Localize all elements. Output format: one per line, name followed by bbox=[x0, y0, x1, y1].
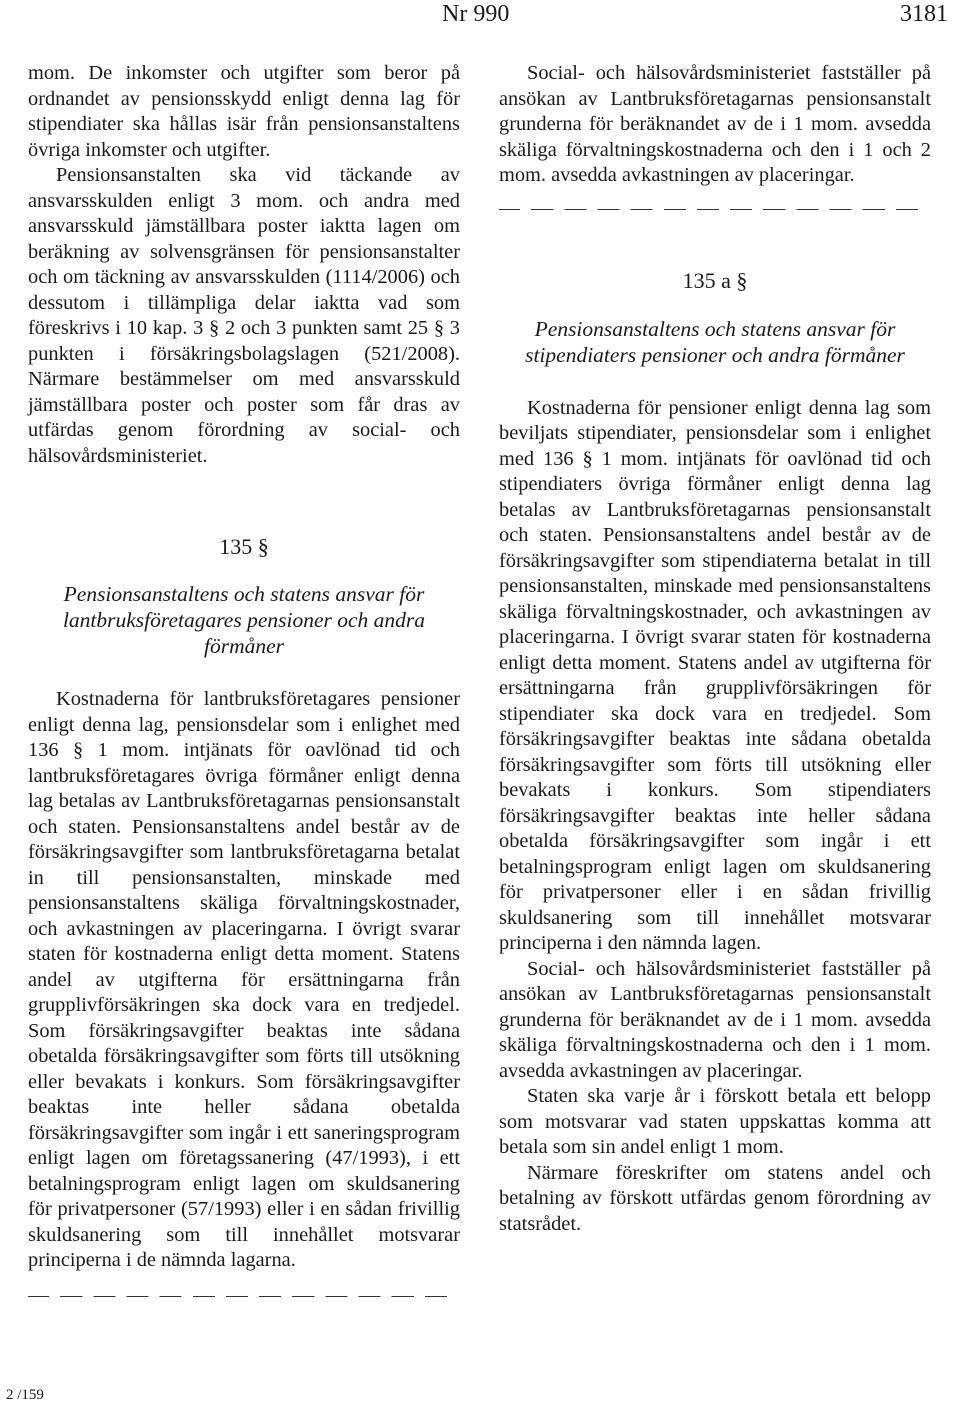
section-divider bbox=[28, 1296, 458, 1297]
page-footer-ref: 2 /159 bbox=[6, 1387, 44, 1403]
page-header bbox=[0, 0, 960, 40]
section-title: Pensionsanstaltens och statens ansvar för lantbruksföretagares pensioner och andra förmåner bbox=[62, 582, 426, 658]
paragraph: Närmare föreskrifter om statens andel och betalning av förskott utfärdas genom förordning av statsrådet. bbox=[499, 1161, 931, 1235]
paragraph: Social- och hälsovårdsministeriet fastställer på ansökan av Lantbruksföretagarnas pensionsanstalt grunderna för beräknandet av de i 1 mom. avsedda skäliga förvaltningskostnaderna och den i 1 och 2 mom. avsedda avkastningen av placeringar. bbox=[499, 62, 931, 186]
paragraph: Social- och hälsovårdsministeriet fastställer på ansökan av Lantbruksföretagarnas pensionsanstalt grunderna för beräknandet av de i 1 mom. avsedda skäliga förvaltningskostnaderna och den i 1 mom. avsedda avkastningen av placeringar. bbox=[499, 957, 931, 1082]
left-column bbox=[28, 61, 460, 1297]
section-number: 135 a § bbox=[682, 267, 748, 293]
paragraph: Staten ska varje år i förskott betala ett belopp som motsvarar vad staten uppskattas komma att betala som sin andel enligt 1 mom. bbox=[499, 1085, 931, 1158]
paragraph: Pensionsanstalten ska vid täckande av ansvarsskulden enligt 3 mom. och andra med ansvarsskuld jämställbara poster iaktta lagen om beräkning av solvensgränsen för pensionsanstalter och om täckning av ansvarsskulden (1114/2006) och dessutom i tillämpliga delar iaktta vad som föreskrivs i 10 kap. 3 § 2 och 3 punkten samt 25 § 3 punkten i försäkringsbolagslagen (521/2008). Närmare bestämmelser om med ansvarsskuld jämställbara poster och poster som får dras av utfärdas genom förordning av social- och hälsovårdsministeriet. bbox=[28, 164, 460, 467]
right-column bbox=[499, 61, 931, 1237]
document-number: Nr 990 bbox=[442, 1, 510, 27]
paragraph: mom. De inkomster och utgifter som beror på ordnandet av pensionsskydd enligt denna lag för stipendiater ska hållas isär från pensionsanstaltens övriga inkomster och utgifter. bbox=[28, 62, 460, 161]
section-number: 135 § bbox=[219, 534, 269, 559]
paragraph: Kostnaderna för pensioner enligt denna lag som beviljats stipendiater, pensionsdelar som i enlighet med 136 § 1 mom. intjänats för oavlönad tid och stipendiaters övriga förmåner enligt denna lag betalas av Lantbruksföretagarnas pensionsanstalt och staten. Pensionsanstaltens andel består av de försäkringsavgifter som stipendiaterna betalat in till pensionsanstalten, minskade med pensionsanstaltens skäliga förvaltningskostnader, och avkastningen av placeringarna. I övrigt svarar staten för kostnaderna enligt detta moment. Statens andel av utgifterna för ersättningarna från grupplivförsäkringen för stipendiater ska dock vara en tredjedel. Som försäkringsavgifter beaktas inte sådana obetalda försäkringsavgifter som förts till utsökning eller bevakats i konkurs. Som stipendiaters försäkringsavgifter beaktas inte heller sådana obetalda försäkringsavgifter som ingår i ett betalningsprogram enligt lagen om skuldsanering för privatpersoner eller i en sådan frivillig skuldsanering som till innehållet motsvarar principerna i den nämnda lagen. bbox=[499, 396, 931, 954]
section-title: Pensionsanstaltens och statens ansvar för stipendiaters pensioner och andra förmåner bbox=[525, 316, 905, 367]
page-number: 3181 bbox=[900, 1, 948, 27]
paragraph: Kostnaderna för lantbruksföretagares pensioner enligt denna lag, pensionsdelar som i enlighet med 136 § 1 mom. intjänats för oavlönad tid och lantbruksföretagares övriga förmåner enligt denna lag betalas av Lantbruksföretagarnas pensionsanstalt och staten. Pensionsanstaltens andel består av de försäkringsavgifter som lantbruksföretagarna betalat in till pensionsanstalten, minskade med pensionsanstaltens skäliga förvaltningskostnader, och avkastningen av placeringarna. I övrigt svarar staten för kostnaderna enligt detta moment. Statens andel av utgifterna för ersättningarna från grupplivförsäkringen ska dock vara en tredjedel. Som försäkringsavgifter beaktas inte sådana obetalda försäkringsavgifter som förts till utsökning eller bevakats i konkurs. Som försäkringsavgifter beaktas inte heller sådana obetalda försäkringsavgifter som ingår i ett saneringsprogram enligt lagen om företagssanering (47/1993), i ett betalningsprogram enligt lagen om skuldsanering för privatpersoner (57/1993) eller i en sådan frivillig skuldsanering som till innehållet motsvarar principerna i de nämnda lagarna. bbox=[28, 688, 460, 1271]
